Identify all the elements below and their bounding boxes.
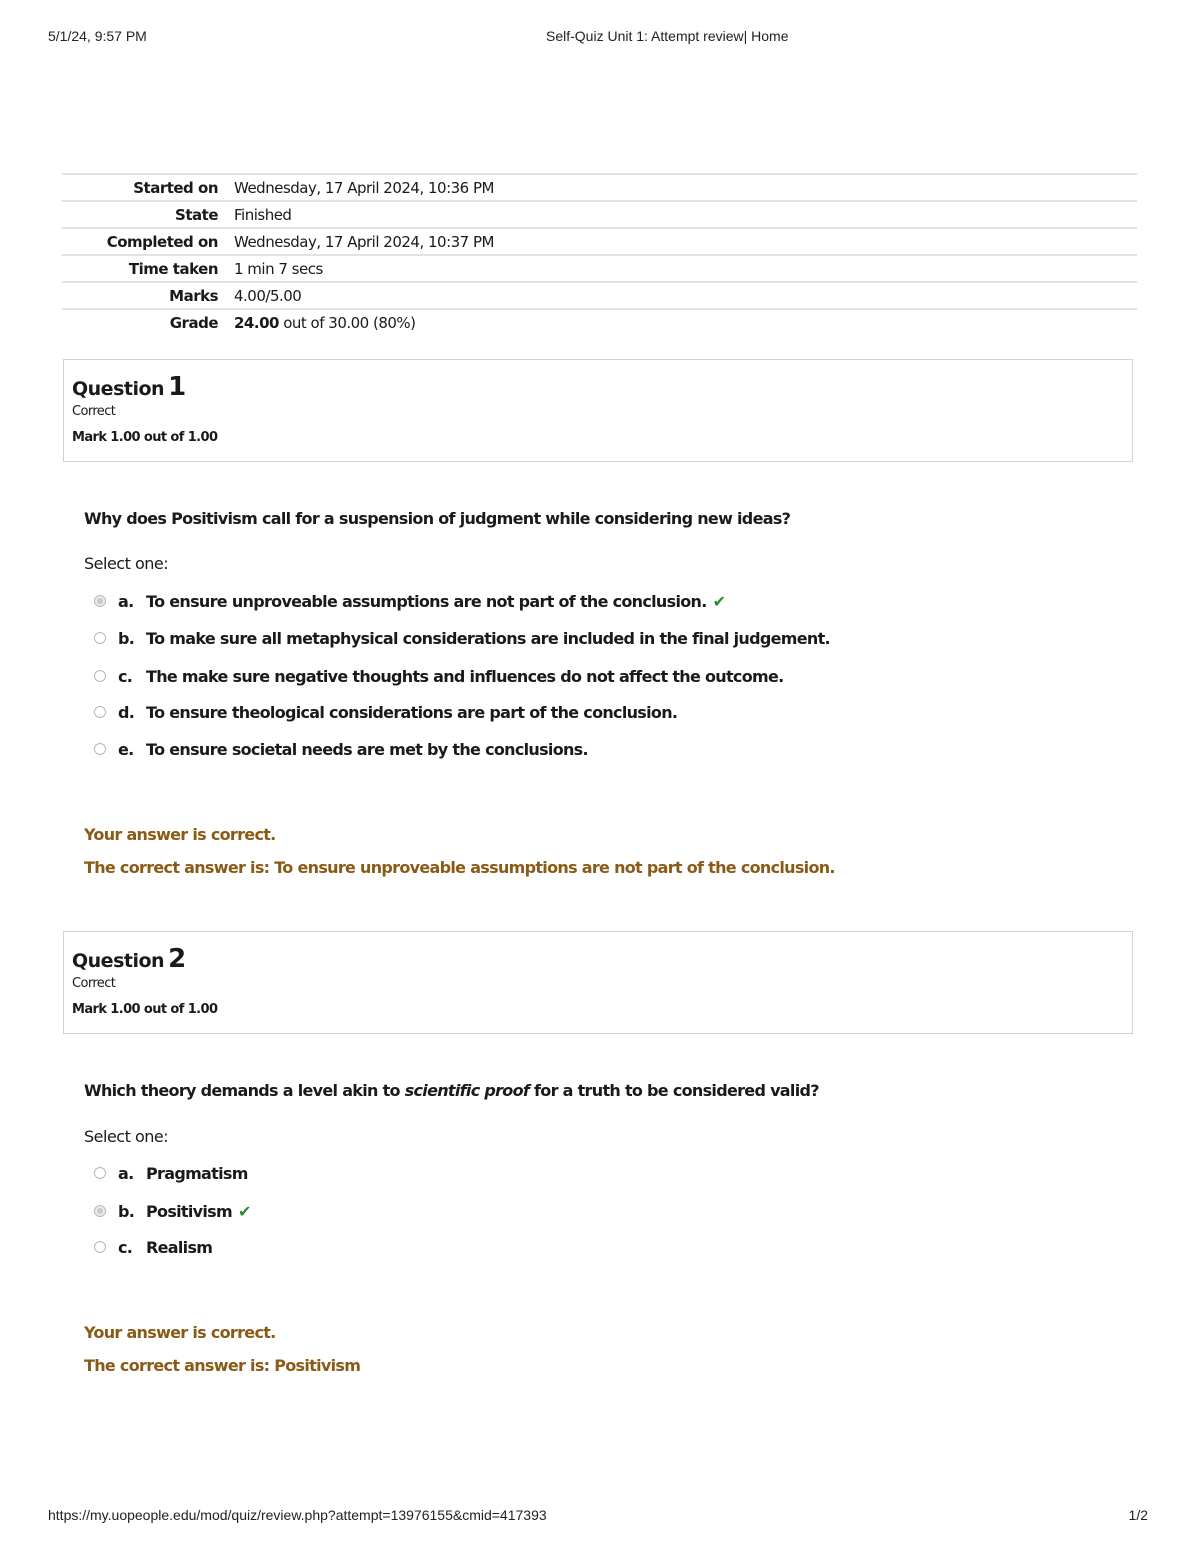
answer-option-d[interactable] <box>94 701 677 723</box>
answer-feedback: Your answer is correct. <box>84 825 276 844</box>
page-number: 1/2 <box>1128 1507 1148 1523</box>
print-footer <box>48 1507 1148 1527</box>
option-letter: c. <box>118 1237 133 1257</box>
answer-feedback: Your answer is correct. <box>84 1323 276 1342</box>
summary-label: Time taken <box>128 259 218 278</box>
question-text-part: Which theory demands a level akin to <box>84 1081 405 1100</box>
print-header <box>48 28 1148 48</box>
option-letter: b. <box>118 628 135 648</box>
question-text-emphasis: scientific proof <box>404 1081 530 1100</box>
summary-row-state <box>62 201 1137 228</box>
summary-row-time-taken <box>62 255 1137 282</box>
print-datetime: 5/1/24, 9:57 PM <box>48 28 147 44</box>
summary-value: 1 min 7 secs <box>234 259 323 278</box>
summary-value: 4.00/5.00 <box>234 286 302 305</box>
question-label: Question <box>72 378 165 400</box>
summary-label: State <box>175 205 218 224</box>
summary-label: Marks <box>169 286 218 305</box>
print-page-title: Self-Quiz Unit 1: Attempt review| Home <box>546 28 789 44</box>
option-text: To ensure societal needs are met by the conclusions. <box>146 739 588 759</box>
summary-row-completed <box>62 228 1137 255</box>
option-text: The make sure negative thoughts and influences do not affect the outcome. <box>146 666 784 686</box>
radio-icon[interactable] <box>94 1241 106 1253</box>
question-info-2 <box>63 931 1133 1034</box>
question-text: Why does Positivism call for a suspension of judgment while considering new ideas? <box>84 509 791 528</box>
select-one-prompt: Select one: <box>84 554 169 573</box>
option-text: Positivism <box>146 1201 232 1221</box>
question-mark: Mark 1.00 out of 1.00 <box>72 430 218 445</box>
radio-icon[interactable] <box>94 632 106 644</box>
answer-option-a[interactable] <box>94 590 725 612</box>
attempt-summary-table <box>62 173 1137 336</box>
summary-row-marks <box>62 282 1137 309</box>
option-text: To make sure all metaphysical considerations are included in the final judgement. <box>146 628 830 648</box>
question-number <box>72 944 1124 974</box>
radio-icon[interactable] <box>94 743 106 755</box>
answer-option-e[interactable] <box>94 738 588 760</box>
question-label: Question <box>72 950 165 972</box>
check-icon: ✔ <box>712 591 726 611</box>
summary-label: Completed on <box>106 232 218 251</box>
option-text: To ensure unproveable assumptions are not part of the conclusion. <box>146 591 707 611</box>
option-text: Pragmatism <box>146 1163 248 1183</box>
grade-rest: out of 30.00 (80%) <box>278 314 416 332</box>
select-one-prompt: Select one: <box>84 1127 169 1146</box>
summary-label: Grade <box>169 314 218 332</box>
check-icon: ✔ <box>237 1201 251 1221</box>
answer-option-c[interactable] <box>94 1236 212 1258</box>
option-letter: e. <box>118 739 134 759</box>
question-text-part: for a truth to be considered valid? <box>529 1081 819 1100</box>
correct-answer-text: The correct answer is: Positivism <box>84 1356 361 1375</box>
option-text: To ensure theological considerations are part of the conclusion. <box>146 702 678 722</box>
question-number-value: 1 <box>168 372 186 402</box>
option-letter: b. <box>118 1201 135 1221</box>
radio-icon[interactable] <box>94 670 106 682</box>
summary-value: Finished <box>234 205 292 224</box>
question-mark: Mark 1.00 out of 1.00 <box>72 1002 218 1017</box>
option-letter: c. <box>118 666 133 686</box>
summary-label: Started on <box>133 178 218 197</box>
radio-icon[interactable] <box>94 595 106 607</box>
option-text: Realism <box>146 1237 213 1257</box>
answer-option-a[interactable] <box>94 1162 248 1184</box>
radio-icon[interactable] <box>94 706 106 718</box>
question-number-value: 2 <box>168 944 186 974</box>
option-letter: a. <box>118 591 134 611</box>
summary-value <box>234 309 1137 336</box>
question-info-1 <box>63 359 1133 462</box>
radio-icon[interactable] <box>94 1205 106 1217</box>
option-letter: a. <box>118 1163 134 1183</box>
question-text <box>84 1081 819 1100</box>
option-letter: d. <box>118 702 135 722</box>
summary-value: Wednesday, 17 April 2024, 10:37 PM <box>234 232 494 251</box>
answer-option-c[interactable] <box>94 665 784 687</box>
question-state: Correct <box>72 404 116 419</box>
summary-row-started <box>62 174 1137 201</box>
question-state: Correct <box>72 976 116 991</box>
page-url: https://my.uopeople.edu/mod/quiz/review.php?attempt=13976155&cmid=417393 <box>48 1507 547 1523</box>
radio-icon[interactable] <box>94 1167 106 1179</box>
grade-score: 24.00 <box>234 314 279 332</box>
question-number <box>72 372 1124 402</box>
summary-value: Wednesday, 17 April 2024, 10:36 PM <box>234 178 494 197</box>
summary-row-grade <box>62 309 1137 336</box>
answer-option-b[interactable] <box>94 1200 251 1222</box>
answer-option-b[interactable] <box>94 627 830 649</box>
correct-answer-text: The correct answer is: To ensure unproveable assumptions are not part of the conclusion. <box>84 858 835 877</box>
